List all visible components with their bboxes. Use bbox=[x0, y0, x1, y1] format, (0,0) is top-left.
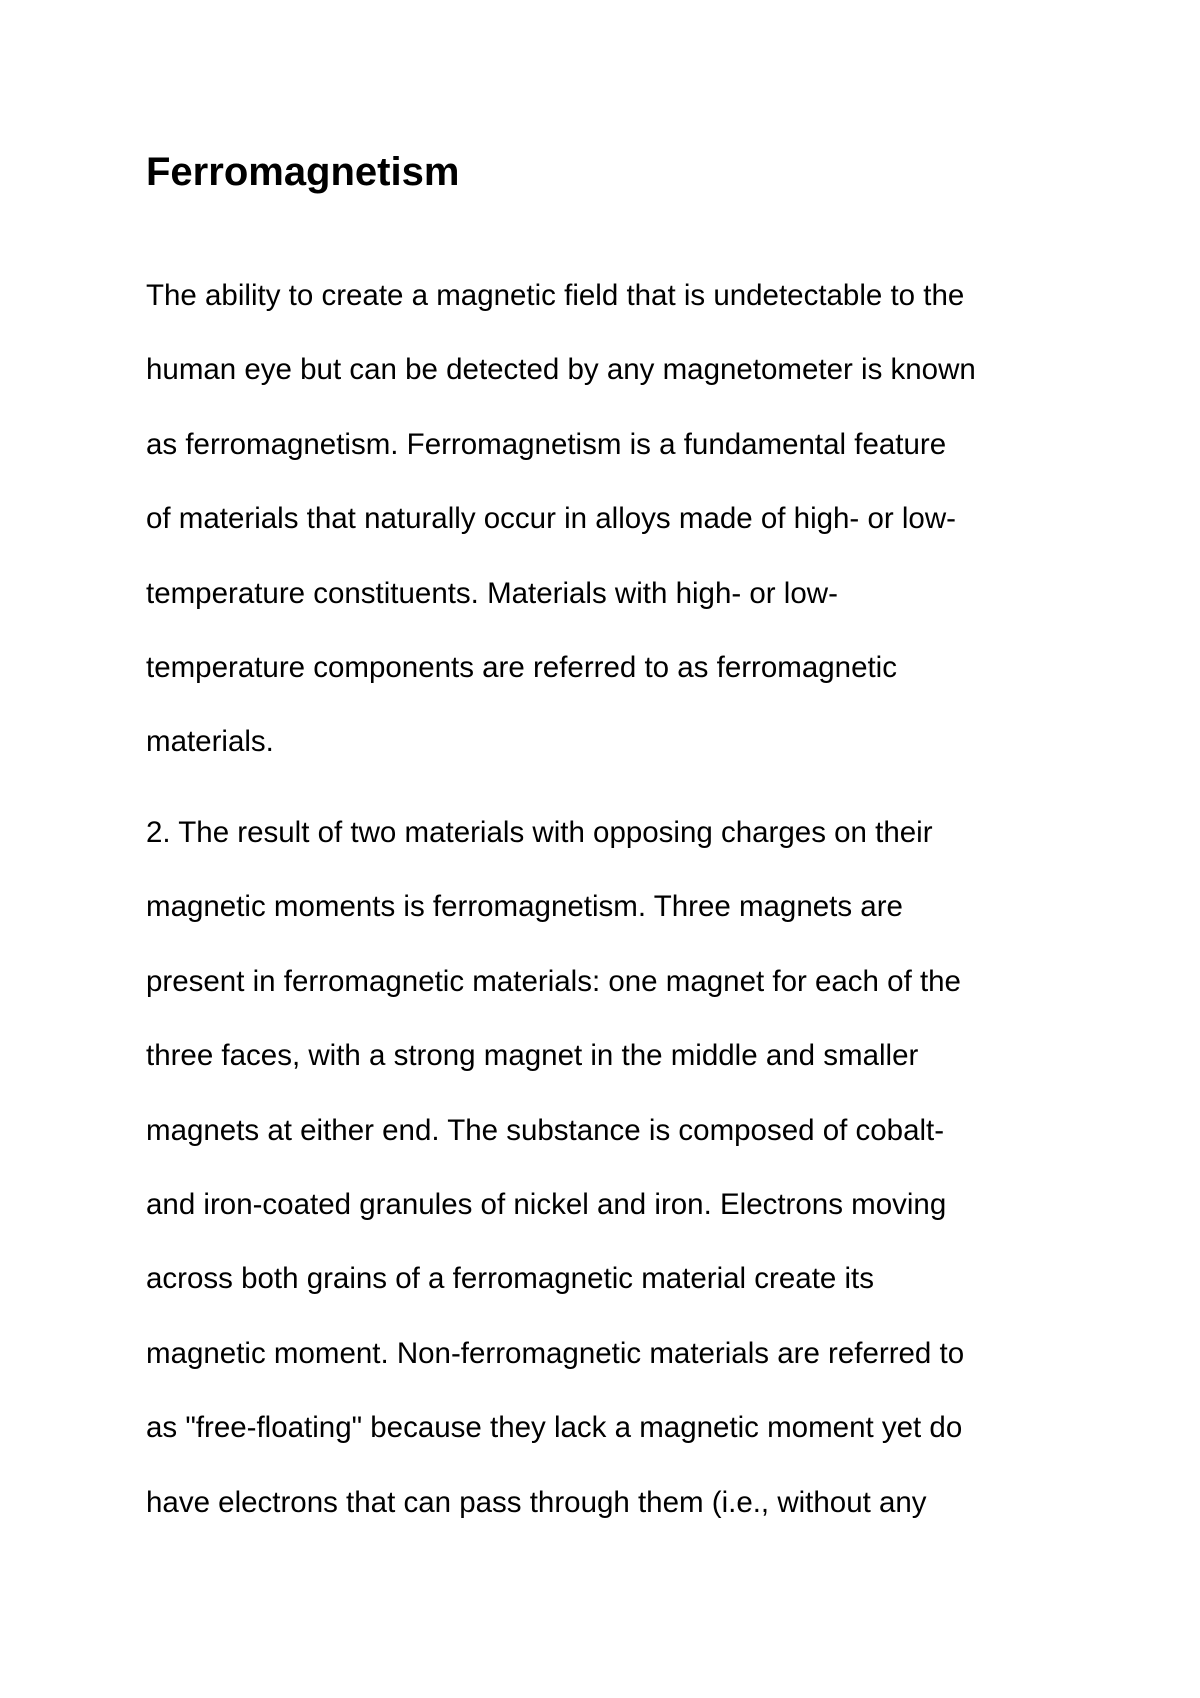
text-line: magnets at either end. The substance is composed of cobalt- bbox=[146, 1113, 945, 1147]
text-line: temperature components are referred to as ferromagnetic bbox=[146, 650, 897, 684]
text-line: magnetic moments is ferromagnetism. Three magnets are bbox=[146, 890, 903, 924]
text-line: human eye but can be detected by any magnetometer is known bbox=[146, 353, 976, 387]
text-line: as ferromagnetism. Ferromagnetism is a fundamental feature bbox=[146, 427, 947, 461]
text-line: magnetic moment. Non-ferromagnetic materials are referred to bbox=[146, 1336, 965, 1370]
text-line: temperature constituents. Materials with high- or low- bbox=[146, 576, 838, 610]
text-line: present in ferromagnetic materials: one magnet for each of the bbox=[146, 964, 961, 998]
document-title: Ferromagnetism bbox=[146, 150, 460, 194]
text-line: three faces, with a strong magnet in the middle and smaller bbox=[146, 1039, 919, 1073]
text-line: The ability to create a magnetic field that is undetectable to the bbox=[146, 279, 965, 312]
text-line: materials. bbox=[146, 725, 274, 759]
text-line: and iron-coated granules of nickel and iron. Electrons moving bbox=[146, 1187, 947, 1221]
text-line: across both grains of a ferromagnetic material create its bbox=[146, 1262, 874, 1296]
text-line: 2. The result of two materials with opposing charges on their bbox=[146, 816, 933, 849]
text-line: have electrons that can pass through them (i.e., without any bbox=[146, 1485, 927, 1519]
text-line: of materials that naturally occur in alloys made of high- or low- bbox=[146, 502, 956, 536]
text-line: as "free-floating" because they lack a magnetic moment yet do bbox=[146, 1411, 963, 1445]
paragraph-1 bbox=[146, 259, 1086, 780]
paragraph-2 bbox=[146, 796, 1086, 1540]
